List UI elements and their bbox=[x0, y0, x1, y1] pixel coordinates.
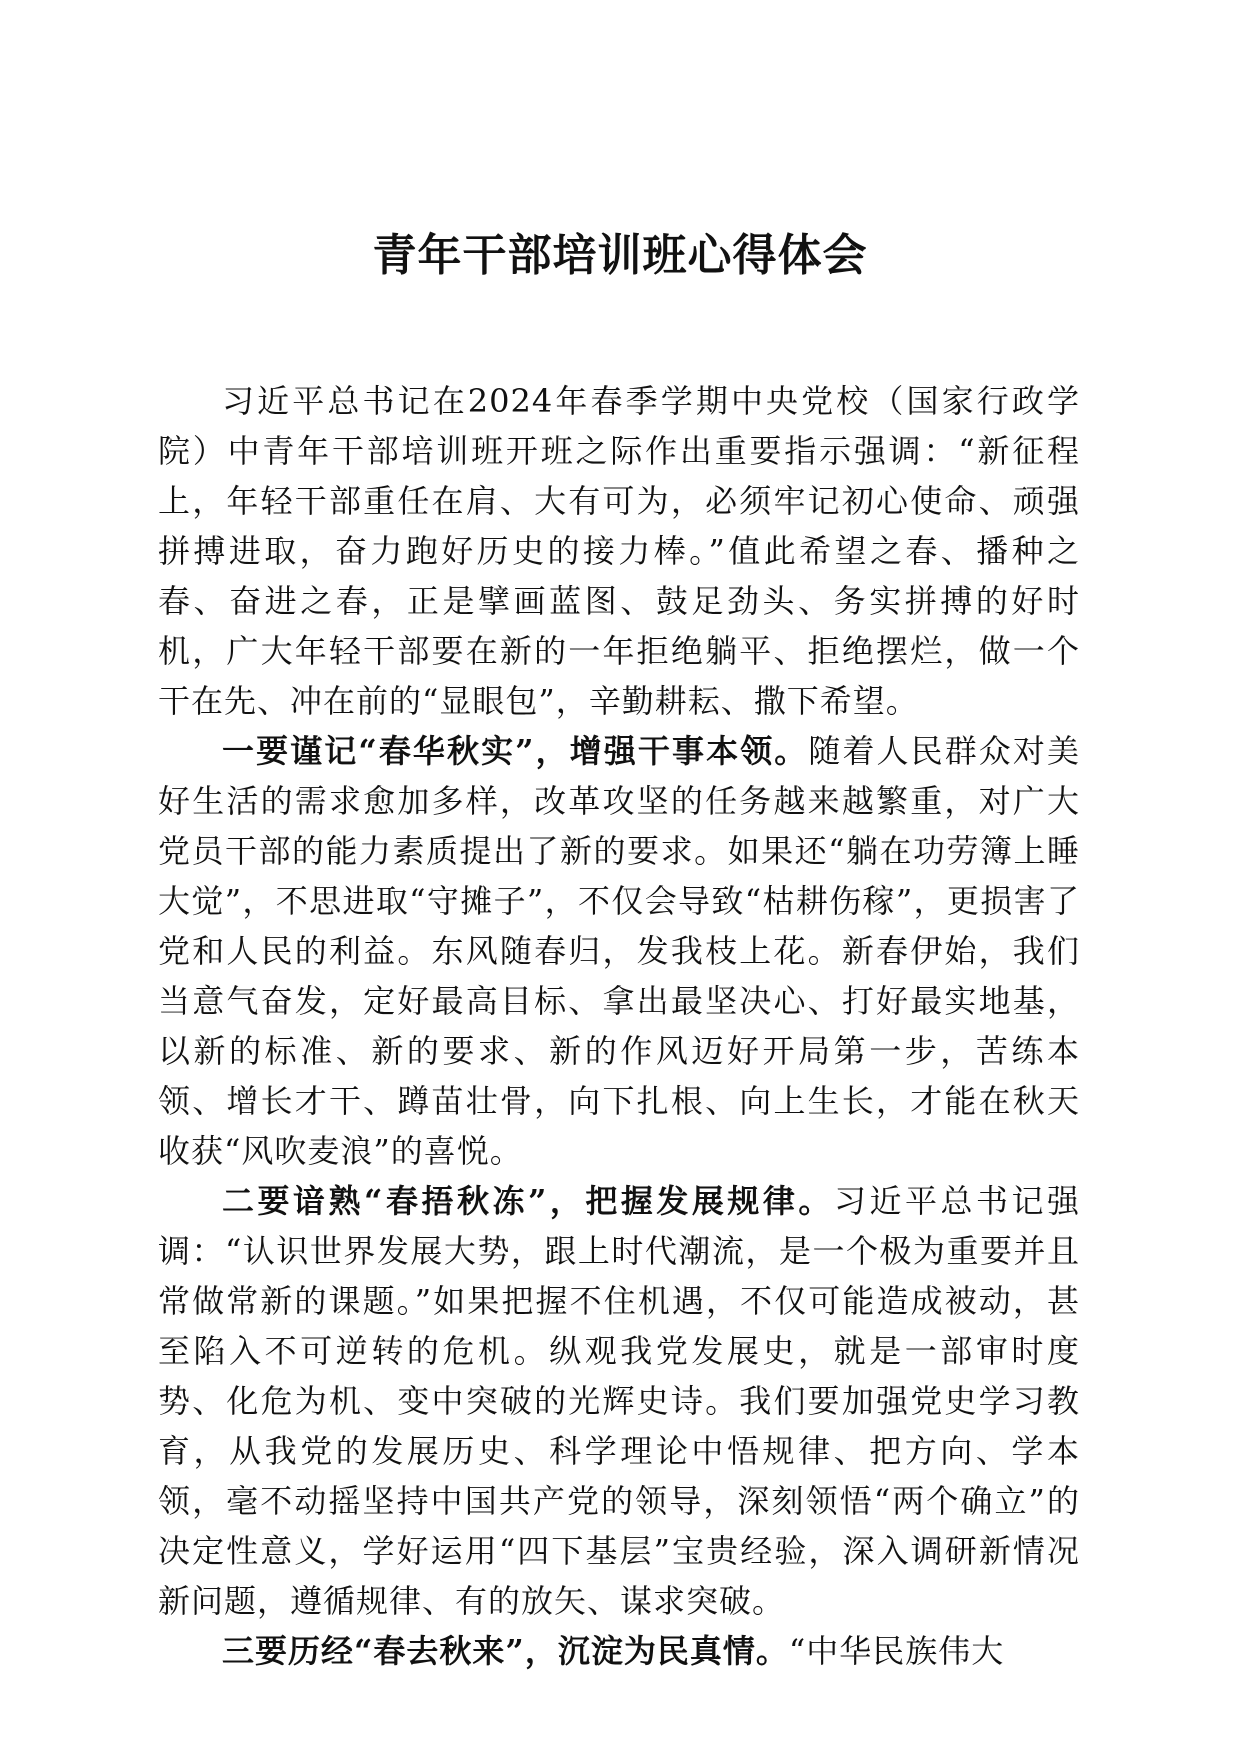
document-title: 青年干部培训班心得体会 bbox=[372, 230, 868, 281]
paragraph-text: “中华民族伟大 bbox=[788, 1632, 1005, 1670]
paragraph-lead: 一要谨记“春华秋实”，增强干事本领。 bbox=[222, 732, 809, 770]
paragraph-point-one bbox=[158, 726, 1080, 1176]
paragraph-text: 随着人民群众对美好生活的需求愈加多样，改革攻坚的任务越来越繁重，对广大党员干部的能力素质提出了新的要求。如果还“躺在功劳簿上睡大觉”，不思进取“守摊子”，不仅会导致“枯耕伤稼”，更损害了党和人民的利益。东风随春归，发我枝上花。新春伊始，我们当意气奋发，定好最高目标、拿出最坚决心、打好最实地基，以新的标准、新的要求、新的作风迈好开局第一步，苦练本领、增长才干、蹲苗壮骨，向下扎根、向上生长，才能在秋天收获“风吹麦浪”的喜悦。 bbox=[158, 732, 1080, 1170]
document-body bbox=[158, 376, 1080, 1676]
paragraph-text: 习近平总书记在2024年春季学期中央党校（国家行政学院）中青年干部培训班开班之际作出重要指示强调：“新征程上，年轻干部重任在肩、大有可为，必须牢记初心使命、顽强拼搏进取，奋力跑好历史的接力棒。”值此希望之春、播种之春、奋进之春，正是擘画蓝图、鼓足劲头、务实拼搏的好时机，广大年轻干部要在新的一年拒绝躺平、拒绝摆烂，做一个干在先、冲在前的“显眼包”，辛勤耕耘、撒下希望。 bbox=[158, 382, 1080, 720]
paragraph-point-two bbox=[158, 1176, 1080, 1626]
paragraph-lead: 二要谙熟“春捂秋冻”，把握发展规律。 bbox=[222, 1182, 834, 1220]
paragraph-point-three bbox=[158, 1626, 1080, 1676]
paragraph-lead: 三要历经“春去秋来”，沉淀为民真情。 bbox=[222, 1632, 789, 1670]
paragraph-intro bbox=[158, 376, 1080, 726]
paragraph-text: 习近平总书记强调：“认识世界发展大势，跟上时代潮流，是一个极为重要并且常做常新的课题。”如果把握不住机遇，不仅可能造成被动，甚至陷入不可逆转的危机。纵观我党发展史，就是一部审时度势、化危为机、变中突破的光辉史诗。我们要加强党史学习教育，从我党的发展历史、科学理论中悟规律、把方向、学本领，毫不动摇坚持中国共产党的领导，深刻领悟“两个确立”的决定性意义，学好运用“四下基层”宝贵经验，深入调研新情况新问题，遵循规律、有的放矢、谋求突破。 bbox=[158, 1182, 1080, 1620]
